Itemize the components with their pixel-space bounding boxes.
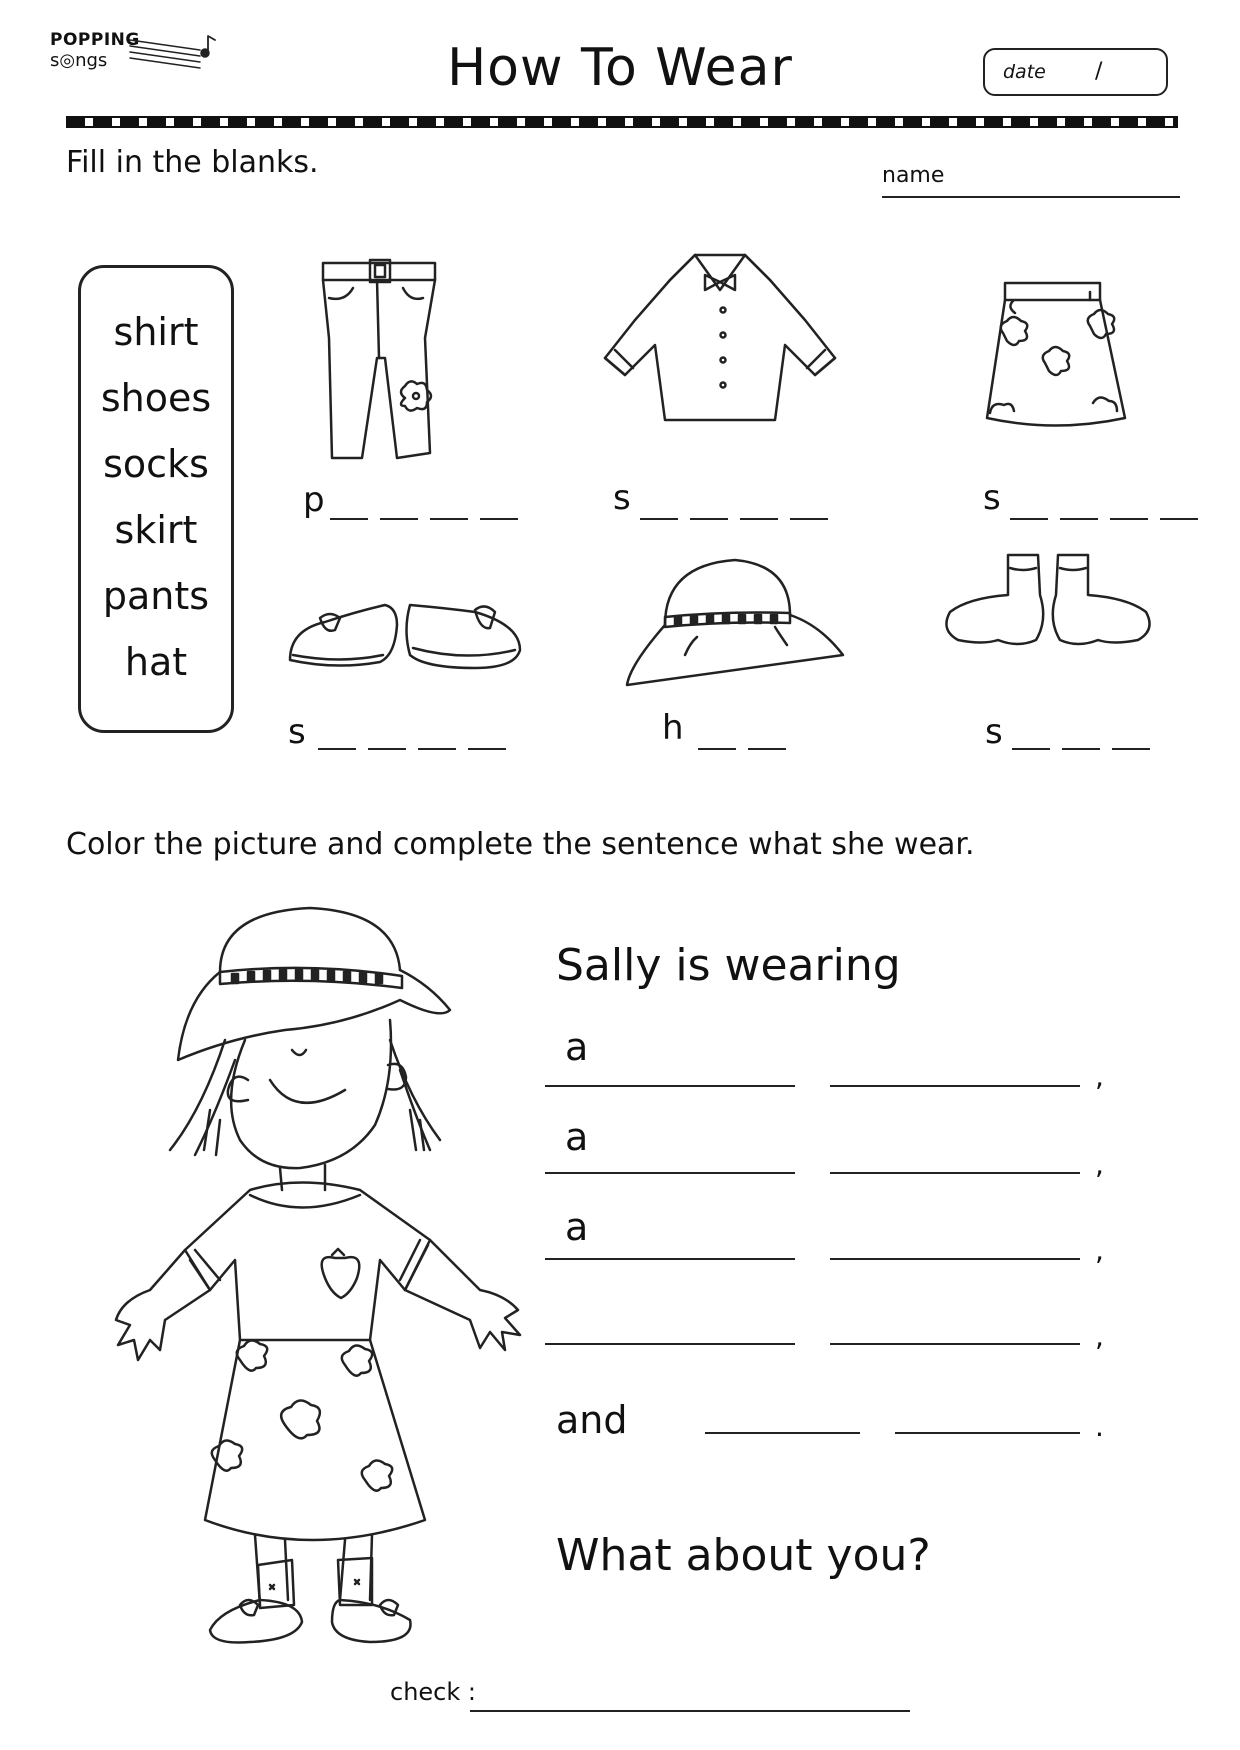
- row-punctuation: ,: [1095, 1148, 1104, 1181]
- answer-blank[interactable]: [545, 1172, 795, 1174]
- name-label: name: [882, 163, 945, 188]
- pants-icon: [315, 258, 445, 458]
- shoes-icon: [285, 600, 530, 680]
- row-prefix: a: [565, 1025, 589, 1069]
- shoes-first-letter: s: [288, 712, 306, 752]
- question: What about you?: [556, 1530, 931, 1581]
- answer-blank[interactable]: [830, 1085, 1080, 1087]
- socks-icon: [938, 550, 1163, 650]
- check-label: check :: [390, 1678, 476, 1706]
- pants-blank-field[interactable]: [330, 488, 530, 524]
- hat-first-letter: h: [662, 708, 684, 748]
- word-bank-item: pants: [102, 574, 210, 618]
- shirt-first-letter: s: [613, 478, 631, 518]
- row-prefix: a: [565, 1115, 589, 1159]
- shoes-blank-field[interactable]: [318, 718, 518, 754]
- word-bank-item: shoes: [100, 376, 212, 420]
- logo-text-top: POPPING: [50, 30, 140, 50]
- section2-instruction: Color the picture and complete the sentence what she wear.: [66, 827, 975, 862]
- row-prefix: a: [565, 1205, 589, 1249]
- row-punctuation: ,: [1095, 1060, 1104, 1093]
- answer-blank[interactable]: [545, 1258, 795, 1260]
- check-field[interactable]: [470, 1710, 910, 1712]
- section1-instruction: Fill in the blanks.: [66, 145, 319, 180]
- skirt-first-letter: s: [983, 478, 1001, 518]
- row-punctuation: ,: [1095, 1234, 1104, 1267]
- word-bank: [78, 265, 234, 733]
- word-bank-item: skirt: [114, 508, 198, 552]
- row-punctuation: ,: [1095, 1320, 1104, 1353]
- word-bank-item: shirt: [113, 310, 199, 354]
- popping-songs-logo: [50, 28, 220, 78]
- hat-icon: [625, 555, 845, 685]
- page-title: How To Wear: [447, 38, 793, 98]
- word-bank-item: hat: [124, 640, 188, 684]
- answer-blank[interactable]: [545, 1343, 795, 1345]
- answer-blank[interactable]: [895, 1432, 1080, 1434]
- music-staff-icon: [50, 28, 220, 78]
- socks-blank-field[interactable]: [1012, 718, 1162, 754]
- sentence-start: Sally is wearing: [556, 940, 901, 991]
- date-label: date: [1003, 61, 1046, 83]
- socks-first-letter: s: [985, 712, 1003, 752]
- date-field[interactable]: [983, 48, 1168, 96]
- row-punctuation: .: [1095, 1410, 1104, 1443]
- answer-blank[interactable]: [545, 1085, 795, 1087]
- checkered-divider: [66, 116, 1178, 128]
- answer-blank[interactable]: [830, 1172, 1080, 1174]
- skirt-blank-field[interactable]: [1010, 488, 1210, 524]
- shirt-blank-field[interactable]: [640, 488, 840, 524]
- row-prefix: and: [556, 1398, 628, 1442]
- answer-blank[interactable]: [830, 1343, 1080, 1345]
- skirt-icon: [985, 278, 1135, 428]
- shirt-icon: [575, 250, 865, 430]
- answer-blank[interactable]: [705, 1432, 860, 1434]
- girl-in-hat-icon: [110, 900, 530, 1640]
- pants-first-letter: p: [303, 480, 325, 520]
- answer-blank[interactable]: [830, 1258, 1080, 1260]
- hat-blank-field[interactable]: [698, 718, 798, 754]
- date-slash: /: [1095, 59, 1103, 84]
- logo-text-bottom: s◎ngs: [50, 50, 108, 71]
- word-bank-item: socks: [103, 442, 209, 486]
- name-field[interactable]: [882, 196, 1180, 198]
